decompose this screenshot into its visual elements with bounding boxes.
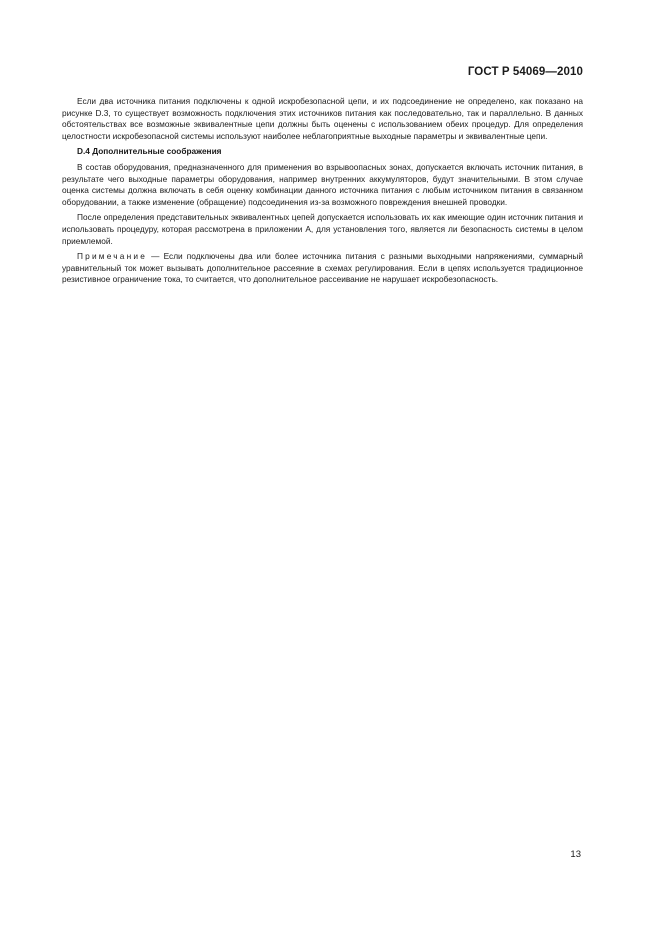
note-text: — Если подключены два или более источника питания с разными выходными напряжениями, суммарный уравнительный ток может вызывать дополнительное рассеяние в схемах регулирования. Если в цепях используется традиционное резистивное ограничение тока, то считается, что дополнительное рассеивание не нарушает искробезопасность. — [62, 251, 583, 285]
document-code: ГОСТ Р 54069—2010 — [467, 66, 583, 78]
paragraph-internal-source: В состав оборудования, предназначенного для применения во взрывоопасных зонах, допускается включать источник питания, в результате чего выходные параметры оборудования, например внутренних аккумуляторов, будут значительными. В этом случае оценка системы должна включать в себя оценку комбинации данного источника питания с любым источником питания в связанном оборудовании, а также изменение (обращение) подсоединения из-за возможного повреждения внешней проводки. — [62, 161, 583, 207]
paragraph-equivalent-circuits: После определения представительных эквивалентных цепей допускается использовать их как имеющие один источник питания и использовать процедуру, которая рассмотрена в приложении А, для установления того, является ли безопасность системы в целом приемлемой. — [62, 212, 583, 246]
note — [62, 251, 583, 286]
paragraph-series-parallel: Если два источника питания подключены к одной искробезопасной цепи, и их подсоединение не определено, как показано на рисунке D.3, то существует возможность подключения этих источников питания как последовательно, так и параллельно. В данных обстоятельствах все возможные эквивалентные цепи должны быть оценены с использованием обеих процедур. Для определения целостности искробезопасной системы используют наиболее неблагоприятные выходные параметры и эквивалентные цепи. — [62, 96, 583, 141]
note-label: Примечание — [77, 251, 148, 262]
section-heading-d4: D.4 Дополнительные соображения — [77, 146, 222, 157]
body-text — [62, 96, 583, 290]
page-number: 13 — [570, 849, 581, 860]
